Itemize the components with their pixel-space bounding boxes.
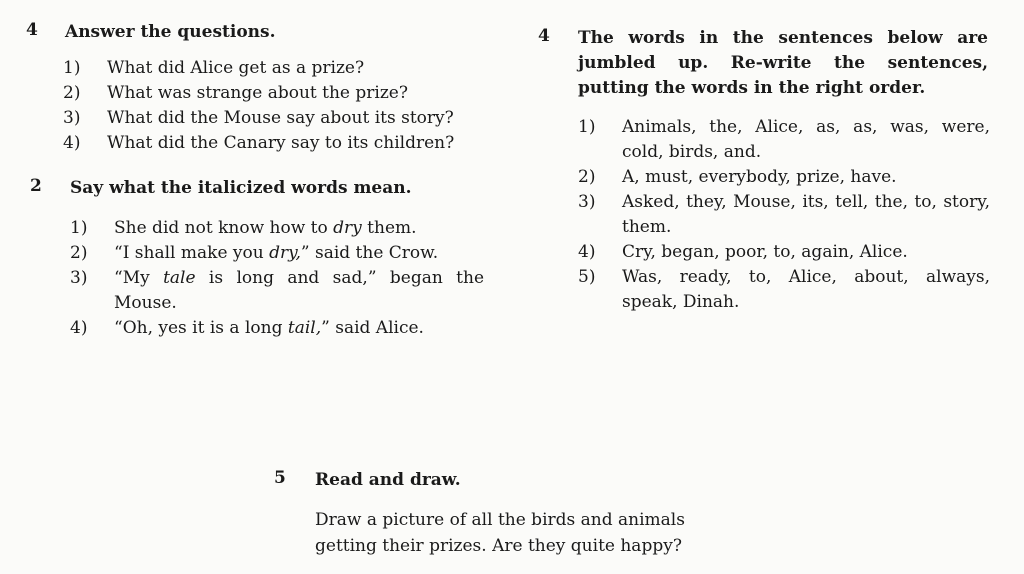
sentence-list — [578, 115, 990, 315]
text-part: She did not know how to — [114, 218, 334, 238]
item-number: 4) — [578, 242, 596, 262]
exercise-answer-questions — [26, 20, 496, 156]
item-text: What did the Mouse say about its story? — [107, 108, 454, 128]
exercise-number: 2 — [30, 176, 42, 196]
exercise-read-and-draw — [274, 468, 754, 559]
list-item — [63, 81, 496, 106]
item-text — [114, 266, 484, 316]
list-item — [70, 241, 484, 266]
italic-word: tail, — [287, 318, 322, 338]
text-part: “I shall make you — [114, 243, 270, 263]
italic-word: tale — [163, 268, 196, 288]
item-number: 3) — [70, 268, 88, 288]
text-part: is long and sad,” began the Mouse. — [114, 268, 484, 313]
item-number: 5) — [578, 267, 596, 287]
text-part: “Oh, yes it is a long — [114, 318, 288, 338]
list-item — [70, 216, 484, 241]
question-list — [63, 56, 496, 156]
italic-word: dry, — [269, 243, 301, 263]
exercise-title: Read and draw. — [315, 470, 461, 490]
item-text — [114, 241, 484, 266]
item-text: Asked, they, Mouse, its, tell, the, to, story, them. — [622, 192, 990, 237]
exercise-italicized-words — [30, 176, 490, 341]
item-text: Animals, the, Alice, as, as, was, were, cold, birds, and. — [622, 117, 990, 162]
list-item — [63, 56, 496, 81]
text-line: Draw a picture of all the birds and animals — [315, 510, 685, 530]
exercise-title: The words in the sentences below are jumbled up. Re-write the sentences, putting the words in the right order. — [578, 28, 988, 98]
list-item — [578, 115, 990, 165]
item-text: What did Alice get as a prize? — [107, 58, 365, 78]
item-text: Was, ready, to, Alice, about, always, speak, Dinah. — [622, 267, 990, 312]
item-text: Cry, began, poor, to, again, Alice. — [622, 242, 908, 262]
item-number: 1) — [578, 117, 596, 137]
exercise-number: 5 — [274, 468, 286, 488]
item-number: 3) — [63, 108, 81, 128]
exercise-title: Say what the italicized words mean. — [70, 178, 412, 198]
text-part: “My — [114, 268, 164, 288]
item-text — [114, 316, 484, 341]
item-number: 2) — [63, 83, 81, 103]
exercise-title: Answer the questions. — [65, 22, 276, 42]
list-item — [578, 265, 990, 315]
item-number: 2) — [578, 167, 596, 187]
text-part: ” said the Crow. — [300, 243, 439, 263]
list-item — [70, 266, 484, 316]
item-number: 4) — [70, 318, 88, 338]
list-item — [578, 240, 990, 265]
list-item — [578, 165, 990, 190]
exercise-number: 4 — [26, 20, 38, 40]
exercise-text — [315, 507, 754, 559]
item-number: 3) — [578, 192, 596, 212]
item-text: A, must, everybody, prize, have. — [622, 167, 897, 187]
item-text: What did the Canary say to its children? — [107, 133, 455, 153]
list-item — [578, 190, 990, 240]
italic-word: dry — [333, 218, 362, 238]
item-number: 4) — [63, 133, 81, 153]
item-text — [114, 216, 484, 241]
text-part: them. — [361, 218, 417, 238]
list-item — [63, 131, 496, 156]
exercise-number: 4 — [538, 26, 550, 46]
text-part: ” said Alice. — [321, 318, 424, 338]
item-text: What was strange about the prize? — [107, 83, 408, 103]
item-number: 2) — [70, 243, 88, 263]
sentence-list — [70, 216, 484, 341]
text-line: getting their prizes. Are they quite happy? — [315, 536, 682, 556]
item-number: 1) — [63, 58, 81, 78]
list-item — [63, 106, 496, 131]
exercise-jumbled-words — [538, 26, 990, 315]
item-number: 1) — [70, 218, 88, 238]
list-item — [70, 316, 484, 341]
